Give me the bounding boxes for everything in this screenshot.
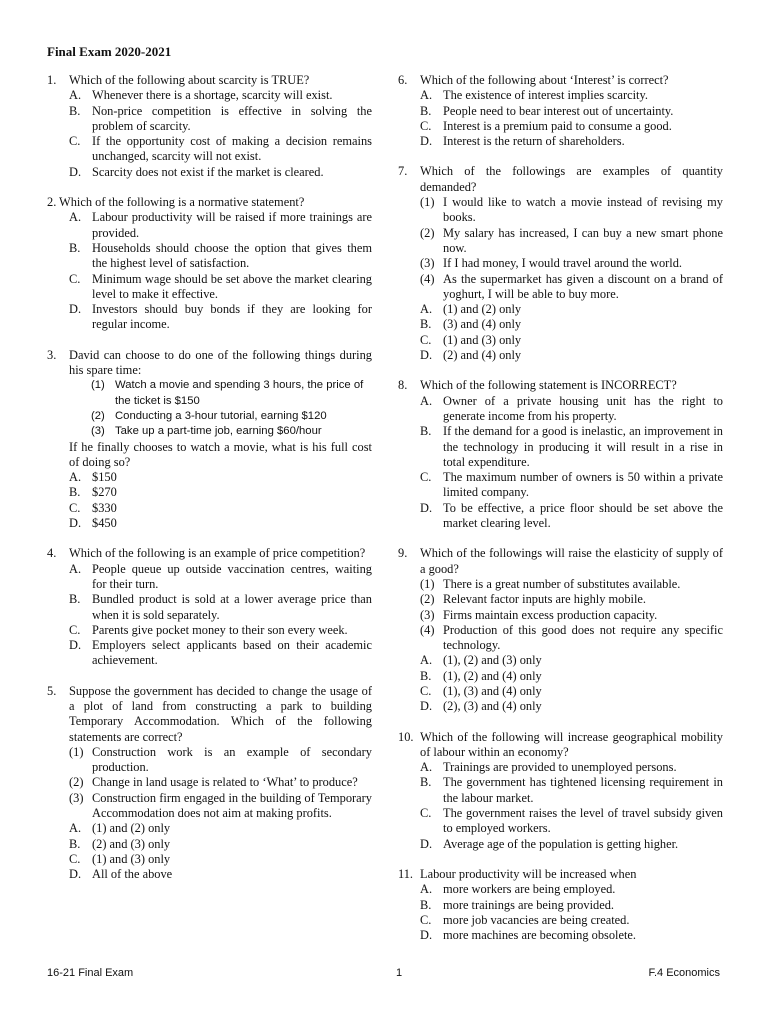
choice-item-3: (3) Construction firm engaged in the building of Temporary Accommodation does not aim at making profits.: [69, 790, 372, 821]
question-number: 8.: [398, 378, 408, 393]
option-a: A. Whenever there is a shortage, scarcity will exist.: [69, 88, 333, 103]
option-a: A. more workers are being employed.: [420, 882, 616, 897]
option-c: C. more job vacancies are being created.: [420, 912, 630, 927]
choice-item-4: (4) Production of this good does not require any specific technology.: [420, 622, 723, 653]
choice-item-2: (2) Conducting a 3-hour tutorial, earning $120: [91, 409, 327, 422]
option-c: C. Minimum wage should be set above the market clearing level to make it effective.: [69, 271, 372, 301]
question-9: [398, 546, 723, 714]
question-text: Suppose the government has decided to change the usage of a plot of land from constructing a park to building Temporary Accommodation. Which of the following statements are correct?: [69, 683, 372, 744]
question-1: [47, 73, 372, 180]
option-c: C. If the opportunity cost of making a decision remains unchanged, scarcity will not exist.: [69, 134, 372, 164]
option-c: C. Parents give pocket money to their son every week.: [69, 622, 348, 637]
question-text: Labour productivity will be increased when: [420, 866, 637, 881]
question-number: 4.: [47, 546, 57, 561]
option-b: B. $270: [69, 485, 117, 500]
choice-item-3: (3) Firms maintain excess production capacity.: [420, 607, 658, 622]
option-c: C. (1), (3) and (4) only: [420, 683, 542, 698]
question-number: 2.: [47, 195, 57, 210]
page-number: 1: [396, 967, 403, 979]
choice-item-1: (1) Watch a movie and spending 3 hours, the price of the ticket is $150: [91, 379, 364, 407]
question-number: 10.: [398, 729, 414, 744]
option-c: C. The government raises the level of travel subsidy given to employed workers.: [420, 806, 723, 836]
option-d: D. Scarcity does not exist if the market is cleared.: [69, 164, 324, 179]
footer-right: F.4 Economics: [648, 967, 720, 979]
option-b: B. (3) and (4) only: [420, 317, 522, 332]
choice-item-1: (1) Construction work is an example of secondary production.: [69, 744, 372, 775]
option-d: D. more machines are becoming obsolete.: [420, 928, 637, 943]
option-a: A. Trainings are provided to unemployed persons.: [420, 760, 677, 775]
question-5: [47, 684, 372, 883]
question-text: Which of the following statement is INCORRECT?: [420, 378, 677, 393]
question-4: [47, 546, 372, 668]
option-a: A. (1) and (2) only: [420, 302, 522, 317]
option-b: B. more trainings are being provided.: [420, 897, 615, 912]
question-number: 11.: [398, 866, 414, 881]
footer-left: 16-21 Final Exam: [47, 967, 134, 979]
question-number: 5.: [47, 683, 57, 698]
option-c: C. Interest is a premium paid to consume a good.: [420, 118, 672, 133]
option-c: C. $330: [69, 500, 117, 515]
question-text: Which of the followings will raise the elasticity of supply of a good?: [420, 546, 723, 576]
left-column: [47, 73, 372, 883]
page-title: Final Exam 2020-2021: [47, 44, 172, 59]
question-number: 1.: [47, 73, 57, 87]
question-text: Which of the following is an example of price competition?: [69, 546, 366, 561]
option-c: C. The maximum number of owners is 50 within a private limited company.: [420, 470, 723, 500]
question-2: [47, 195, 372, 333]
question-10: [398, 730, 723, 852]
option-d: D. $450: [69, 516, 117, 531]
question-3: [47, 348, 372, 532]
choice-item-3: (3) Take up a part-time job, earning $60/hour: [91, 425, 322, 438]
option-b: B. Non-price competition is effective in solving the problem of scarcity.: [69, 103, 372, 133]
option-d: D. (2) and (4) only: [420, 348, 522, 363]
question-text: Which of the followings are examples of quantity demanded?: [420, 164, 723, 194]
option-b: B. (2) and (3) only: [69, 836, 171, 851]
option-c: C. (1) and (3) only: [420, 332, 522, 347]
choice-item-1: (1) I would like to watch a movie instead of revising my books.: [420, 195, 723, 225]
choice-item-2: (2) My salary has increased, I can buy a new smart phone now.: [420, 225, 723, 255]
option-d: D. Investors should buy bonds if they are looking for regular income.: [69, 302, 372, 332]
question-number: 6.: [398, 73, 408, 87]
option-d: D. (2), (3) and (4) only: [420, 699, 542, 714]
option-a: A. Owner of a private housing unit has the right to generate income from his property.: [420, 393, 723, 423]
option-d: D. To be effective, a price floor should be set above the market clearing level.: [420, 500, 723, 531]
option-b: B. The government has tightened licensing requirement in the labour market.: [420, 775, 723, 805]
choice-item-2: (2) Change in land usage is related to ‘What’ to produce?: [69, 775, 358, 790]
right-column: [398, 73, 723, 943]
question-text: Which of the following about ‘Interest’ is correct?: [420, 73, 669, 87]
question-8: [398, 378, 723, 531]
question-number: 3.: [47, 347, 57, 362]
option-a: A. (1), (2) and (3) only: [420, 653, 542, 668]
option-a: A. The existence of interest implies scarcity.: [420, 88, 648, 103]
question-text: Which of the following about scarcity is TRUE?: [69, 73, 310, 87]
choice-item-4: (4) As the supermarket has given a discount on a brand of yoghurt, I will be able to buy more.: [420, 271, 723, 301]
question-text: Which of the following will increase geographical mobility of labour within an economy?: [420, 729, 723, 759]
question-6: [398, 73, 723, 149]
question-number: 7.: [398, 164, 408, 179]
option-d: D. Average age of the population is getting higher.: [420, 836, 679, 851]
option-a: A. Labour productivity will be raised if more trainings are provided.: [69, 210, 372, 240]
question-text: Which of the following is a normative statement?: [59, 195, 305, 210]
option-b: B. People need to bear interest out of uncertainty.: [420, 103, 674, 118]
question-text: David can choose to do one of the following things during his spare time:: [69, 347, 372, 378]
option-d: D. Employers select applicants based on their academic achievement.: [69, 638, 372, 668]
choice-item-2: (2) Relevant factor inputs are highly mobile.: [420, 592, 647, 607]
option-b: B. (1), (2) and (4) only: [420, 668, 542, 683]
choice-item-3: (3) If I had money, I would travel around the world.: [420, 256, 683, 271]
question-11: [398, 867, 723, 943]
option-b: B. Bundled product is sold at a lower average price than when it is sold separately.: [69, 592, 372, 622]
option-d: D. Interest is the return of shareholders.: [420, 134, 625, 149]
question-stem: If he finally chooses to watch a movie, what is his full cost of doing so?: [69, 439, 372, 469]
option-a: A. (1) and (2) only: [69, 821, 171, 836]
question-number: 9.: [398, 546, 408, 561]
option-a: A. $150: [69, 470, 117, 485]
question-7: [398, 164, 723, 363]
choice-item-1: (1) There is a great number of substitutes available.: [420, 576, 681, 591]
option-b: B. Households should choose the option that gives them the highest level of satisfaction.: [69, 240, 372, 271]
option-b: B. If the demand for a good is inelastic, an improvement in the technology in producing it will result in a rise in total expenditure.: [420, 424, 723, 469]
option-d: D. All of the above: [69, 867, 173, 882]
option-a: A. People queue up outside vaccination centres, waiting for their turn.: [69, 561, 372, 591]
option-c: C. (1) and (3) only: [69, 851, 171, 866]
